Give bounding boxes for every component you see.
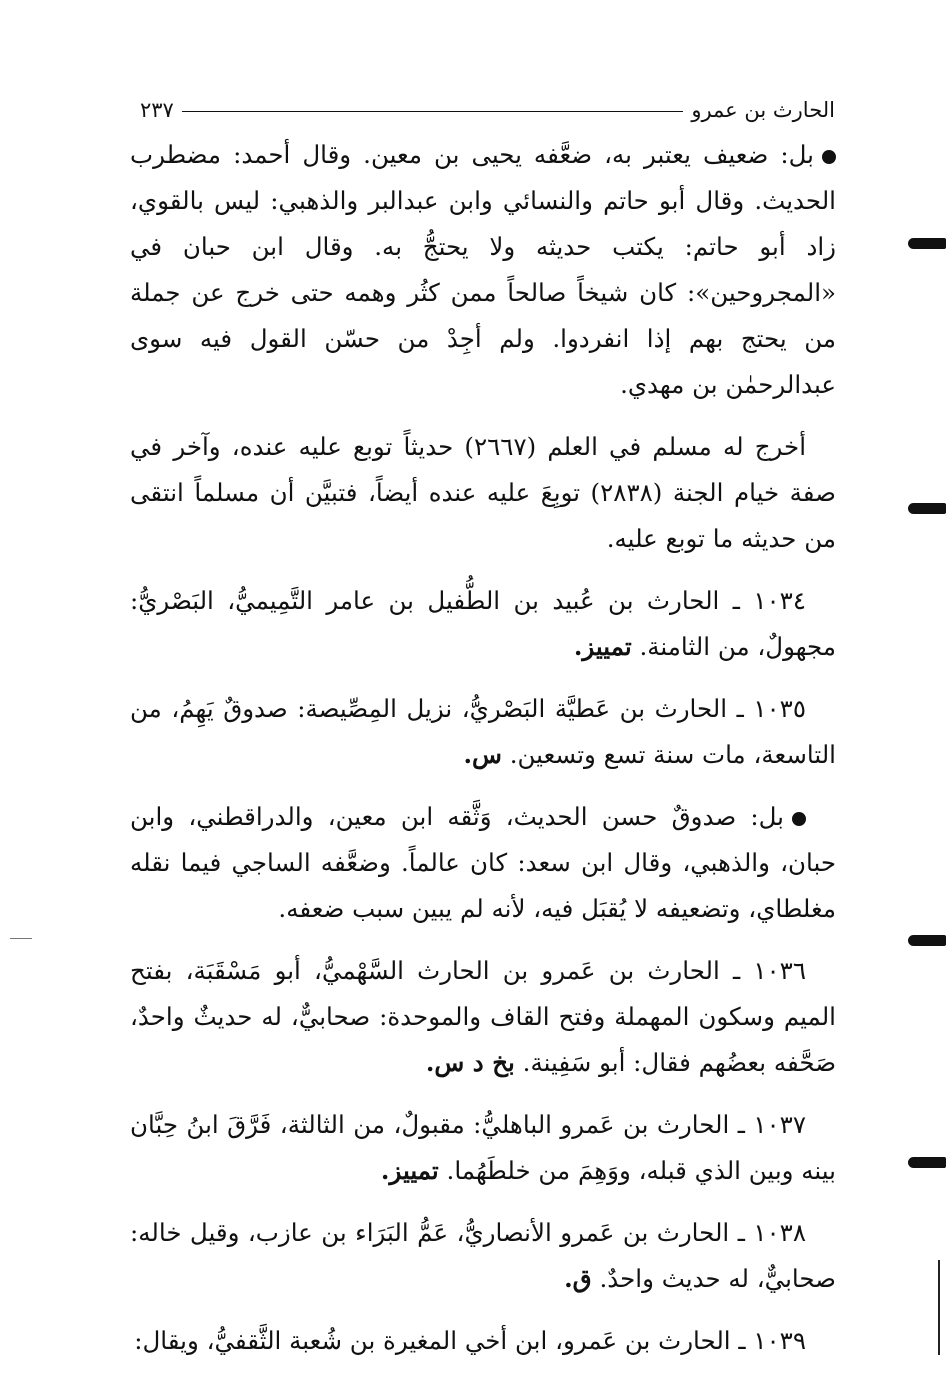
- entry-1034: [130, 578, 836, 670]
- bullet-dot-icon: [822, 150, 836, 164]
- running-header: [140, 82, 835, 122]
- entry-tag: تمييز.: [573, 632, 632, 661]
- entry-text: ١٠٣٦ ـ الحارث بن عَمرو بن الحارث السَّهْميُّ، أبو مَسْقَبَة، بفتح الميم وسكون المهملة وفتح القاف والموحدة: صحابيٌّ، له حديثٌ واحدٌ، صَحَّفه بعضُهم فقال: أبو سَفِينة.: [130, 956, 836, 1077]
- entry-tag: س.: [463, 740, 502, 769]
- binding-mark: [908, 935, 946, 946]
- paragraph-text: بل: صدوقٌ حسن الحديث، وَثَّقه ابن معين، والدراقطني، وابن حبان، والذهبي، وقال ابن سعد: كان عالماً. وضعَّفه الساجي فيما نقله مغلطاي، وتضعيفه لا يُقبَل فيه، لأنه لم يبين سبب ضعفه.: [130, 802, 836, 923]
- entry-tag: تمييز.: [380, 1156, 439, 1185]
- entry-tag: ق.: [564, 1264, 592, 1293]
- header-title: الحارث بن عمرو: [691, 98, 835, 122]
- entry-text: ١٠٣٥ ـ الحارث بن عَطيَّة البَصْريُّ، نزيل المِصِّيصة: صدوقٌ يَهِمُ، من التاسعة، مات سنة تسع وتسعين.: [130, 694, 836, 769]
- entry-1037: [130, 1102, 836, 1194]
- binding-mark: [908, 1157, 946, 1168]
- paragraph-5: [130, 794, 836, 932]
- bullet-dot-icon: [792, 812, 806, 826]
- paragraph-2: [130, 424, 836, 562]
- entry-1038: [130, 1210, 836, 1302]
- margin-tick: [10, 938, 32, 939]
- page-body: [130, 132, 836, 1380]
- page-edge-line: [938, 1260, 940, 1355]
- paragraph-text: بل: ضعيف يعتبر به، ضعَّفه يحيى بن معين. وقال أحمد: مضطرب الحديث. وقال أبو حاتم والنسائي وابن عبدالبر والذهبي: ليس بالقوي، زاد أبو حاتم: يكتب حديثه ولا يحتجُّ به. وقال ابن حبان في «المجروحين»: كان شيخاً صالحاً ممن كثُر وهمه حتى خرج عن جملة من يحتج بهم إذا انفردوا. ولم أجِدْ من حسّن القول فيه سوى عبدالرحمٰن بن مهدي.: [130, 140, 836, 399]
- paragraph-1: [130, 132, 836, 408]
- entry-text: ١٠٣٩ ـ الحارث بن عَمرو، ابن أخي المغيرة بن شُعبة الثَّقفيُّ، ويقال:: [134, 1326, 806, 1355]
- entry-1036: [130, 948, 836, 1086]
- binding-mark: [908, 238, 946, 249]
- entry-1039: [130, 1318, 836, 1364]
- entry-text: ١٠٣٤ ـ الحارث بن عُبيد بن الطُّفيل بن عامر التَّمِيميُّ، البَصْريُّ: مجهولٌ، من الثامنة.: [130, 586, 836, 661]
- entry-text: ١٠٣٧ ـ الحارث بن عَمرو الباهليُّ: مقبولٌ، من الثالثة، فَرَّقَ ابنُ حِبَّان بينه وبين الذي قبله، ووَهِمَ من خلطَهُما.: [130, 1110, 836, 1185]
- page-number: ٢٣٧: [140, 98, 174, 122]
- header-rule: [182, 111, 683, 112]
- entry-tag: بخ د س.: [425, 1048, 515, 1077]
- paragraph-text: أخرج له مسلم في العلم (٢٦٦٧) حديثاً توبع عليه عنده، وآخر في صفة خيام الجنة (٢٨٣٨) توبِعَ عليه عنده أيضاً، فتبيَّن أن مسلماً انتقى من حديثه ما توبع عليه.: [130, 432, 836, 553]
- entry-1035: [130, 686, 836, 778]
- entry-text: ١٠٣٨ ـ الحارث بن عَمرو الأنصاريُّ، عَمُّ البَرَاء بن عازب، وقيل خاله: صحابيٌّ، له حديث واحدٌ.: [130, 1218, 836, 1293]
- binding-mark: [908, 503, 946, 514]
